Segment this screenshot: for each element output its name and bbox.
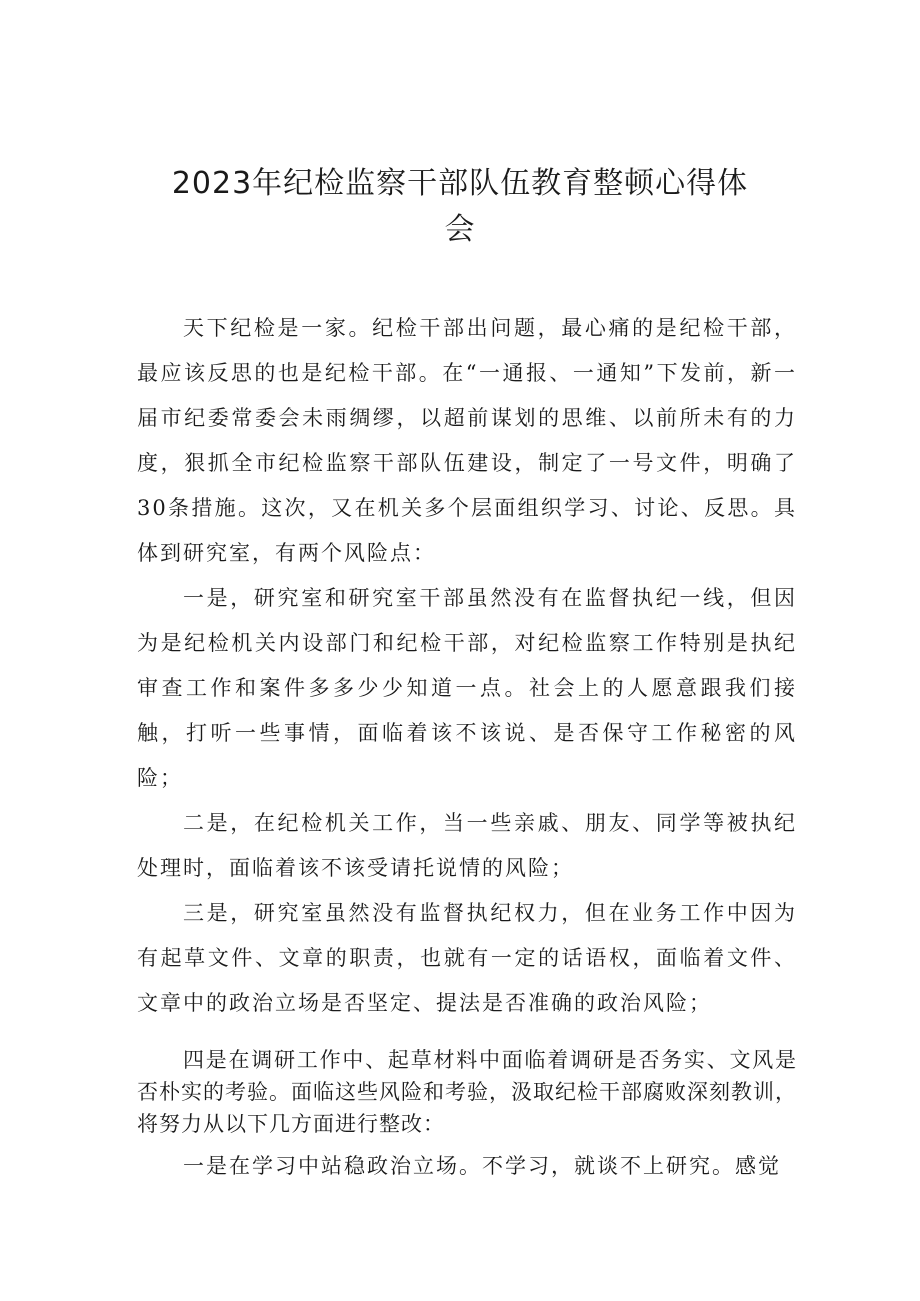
paragraph-risk-4: 四是在调研工作中、起草材料中面临着调研是否务实、文风是否朴实的考验。面临这些风险和考验，汲取纪检干部腐败深刻教训，将努力从以下几方面进行整改： — [137, 1048, 797, 1136]
body-block-lower — [137, 1044, 797, 1140]
paragraph-risk-3: 三是，研究室虽然没有监督执纪权力，但在业务工作中因为有起草文件、文章的职责，也就有一定的话语权，面临着文件、文章中的政治立场是否坚定、提法是否准确的政治风险； — [137, 901, 797, 1015]
paragraph-risk-2: 二是，在纪检机关工作，当一些亲戚、朋友、同学等被执纪处理时，面临着该不该受请托说情的风险； — [137, 811, 797, 880]
paragraph-intro: 天下纪检是一家。纪检干部出问题，最心痛的是纪检干部，最应该反思的也是纪检干部。在“一通报、一通知”下发前，新一届市纪委常委会未雨绸缪，以超前谋划的思维、以前所未有的力度，狠抓全市纪检监察干部队伍建设，制定了一号文件，明确了30条措施。这次，又在机关多个层面组织学习、讨论、反思。具体到研究室，有两个风险点： — [137, 316, 797, 565]
paragraph-rectify-1: 一是在学习中站稳政治立场。不学习，就谈不上研究。感觉 — [183, 1154, 781, 1178]
body-block-upper — [137, 306, 797, 1026]
paragraph-risk-1: 一是，研究室和研究室干部虽然没有在监督执纪一线，但因为是纪检机关内设部门和纪检干部，对纪检监察工作特别是执纪审查工作和案件多多少少知道一点。社会上的人愿意跟我们接触，打听一些事情，面临着该不该说、是否保守工作秘密的风险； — [137, 586, 797, 790]
document-title-line-1: 2023年纪检监察干部队伍教育整顿心得体 — [171, 166, 749, 201]
document-title-line-2: 会 — [444, 212, 476, 247]
body-block-bottom — [137, 1144, 797, 1189]
